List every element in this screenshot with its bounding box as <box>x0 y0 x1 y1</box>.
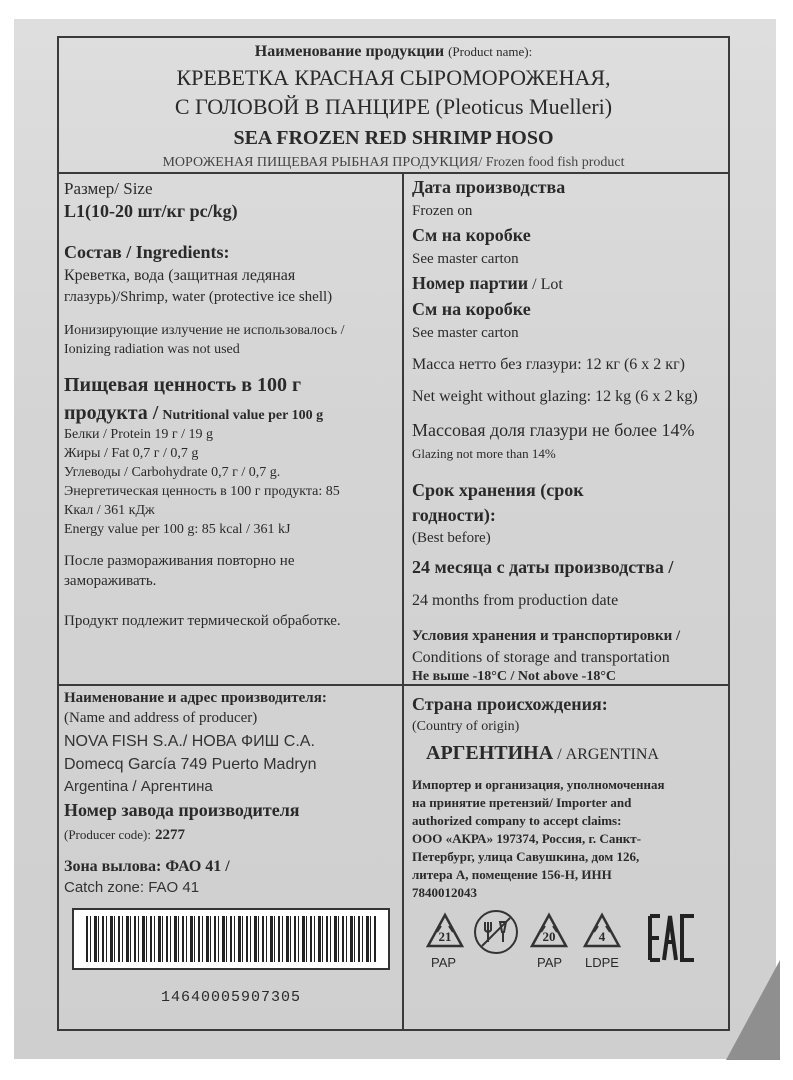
glazing-ru: Массовая доля глазури не более 14% <box>412 420 695 440</box>
see-box-2: См на коробке <box>412 299 531 319</box>
producer-address: Domecq García 749 Puerto Madryn <box>64 756 317 773</box>
ionizing-line1: Ионизирующие излучение не использовалось / <box>64 323 345 338</box>
eac-mark-icon <box>648 912 696 964</box>
ldpe-label: LDPE <box>585 955 619 970</box>
importer-line2: на принятие претензий/ Importer and <box>412 795 632 810</box>
pap-21-number: 21 <box>438 929 452 944</box>
product-title-en: SEA FROZEN RED SHRIMP HOSO <box>233 127 554 149</box>
shelf-life-ru: 24 месяца с даты производства / <box>412 557 674 577</box>
ionizing-line2: Ionizing radiation was not used <box>64 342 240 357</box>
nutrition-protein: Белки / Protein 19 г / 19 g <box>64 427 213 442</box>
refreeze-line2: замораживать. <box>64 573 157 589</box>
heat-treatment: Продукт подлежит термической обработке. <box>64 613 341 629</box>
prod-date-label: Дата производства <box>412 177 566 197</box>
pap-20-number: 20 <box>542 929 556 944</box>
ingredients-line2: глазурь)/Shrimp, water (protective ice shell) <box>64 289 333 305</box>
see-box-1: См на коробке <box>412 225 531 245</box>
size-value: L1(10-20 шт/кг pc/kg) <box>64 201 238 221</box>
energy-line1: Энергетическая ценность в 100 г продукта: 85 <box>64 484 340 499</box>
best-before-label: (Best before) <box>412 530 491 546</box>
ldpe-number: 4 <box>598 929 606 944</box>
header-divider <box>57 172 730 174</box>
origin-label-en: (Country of origin) <box>412 719 520 734</box>
storage-en: Conditions of storage and transportation <box>412 649 670 666</box>
nutrition-heading-line1: Пищевая ценность в 100 г <box>64 374 302 396</box>
nutrition-heading-line2: продукта / Nutritional value per 100 g <box>64 402 324 424</box>
shelf-life-line1: Срок хранения (срок <box>412 480 584 500</box>
product-category: МОРОЖЕНАЯ ПИЩЕВАЯ РЫБНАЯ ПРОДУКЦИЯ/ Frozen food fish product <box>162 155 625 170</box>
size-label: Размер/ Size <box>64 179 153 198</box>
importer-line4: ООО «АКРА» 197374, Россия, г. Санкт- <box>412 831 642 846</box>
importer-line3: authorized company to accept claims: <box>412 813 622 828</box>
producer-code: (Producer code): 2277 <box>64 827 185 843</box>
barcode <box>72 908 390 970</box>
energy-line3: Energy value per 100 g: 85 kcal / 361 kJ <box>64 522 291 537</box>
producer-label-ru: Наименование и адрес производителя: <box>64 690 327 706</box>
importer-line5: Петербург, улица Савушкина, дом 126, <box>412 849 640 864</box>
producer-country: Argentina / Аргентина <box>64 778 213 795</box>
column-divider <box>402 172 404 1031</box>
middle-divider <box>57 684 730 686</box>
product-name-label: Наименование продукции (Product name): <box>254 43 533 60</box>
nutrition-carbs: Углеводы / Carbohydrate 0,7 г / 0,7 g. <box>64 465 281 480</box>
nutrition-fat: Жиры / Fat 0,7 г / 0,7 g <box>64 446 199 461</box>
glazing-en: Glazing not more than 14% <box>412 446 556 461</box>
refreeze-line1: После размораживания повторно не <box>64 553 295 569</box>
energy-line2: Ккал / 361 кДж <box>64 503 155 518</box>
ingredients-label: Состав / Ingredients: <box>64 242 230 262</box>
storage-ru: Условия хранения и транспортировки / <box>412 628 681 644</box>
see-master-2: See master carton <box>412 325 519 341</box>
producer-label-en: (Name and address of producer) <box>64 710 258 726</box>
importer-line7: 7840012043 <box>412 885 477 900</box>
barcode-number: 14640005907305 <box>160 989 302 1006</box>
shelf-life-en: 24 months from production date <box>412 592 619 609</box>
importer-line6: литера А, помещение 156-Н, ИНН <box>412 867 612 882</box>
shelf-life-line2: годности): <box>412 505 496 525</box>
origin-label-ru: Страна происхождения: <box>412 694 608 714</box>
lot-label: Номер партии / Lot <box>412 273 563 293</box>
catch-zone-ru: Зона вылова: ФАО 41 / <box>64 858 230 875</box>
see-master-1: See master carton <box>412 251 519 267</box>
producer-name: NOVA FISH S.A./ НОВА ФИШ С.А. <box>64 733 315 750</box>
pap-20-label: PAP <box>537 955 563 970</box>
frozen-on-label: Frozen on <box>412 203 473 219</box>
plant-number-label: Номер завода производителя <box>64 800 300 820</box>
storage-temp: Не выше -18°C / Not above -18°C <box>412 669 617 684</box>
product-title-line2: С ГОЛОВОЙ В ПАНЦИРЕ (Pleoticus Muelleri) <box>174 94 613 119</box>
pap-21-label: PAP <box>431 955 457 970</box>
net-weight-ru: Масса нетто без глазури: 12 кг (6 х 2 кг) <box>412 356 685 373</box>
importer-line1: Импортер и организация, уполномоченная <box>412 777 665 792</box>
origin-country: АРГЕНТИНА / ARGENTINA <box>426 742 659 764</box>
net-weight-en: Net weight without glazing: 12 kg (6 x 2 kg) <box>412 388 698 405</box>
product-title-line1: КРЕВЕТКА КРАСНАЯ СЫРОМОРОЖЕНАЯ, <box>176 65 611 90</box>
ingredients-line1: Креветка, вода (защитная ледяная <box>64 267 296 284</box>
catch-zone-en: Catch zone: FAO 41 <box>64 879 200 896</box>
food-contact-icon <box>472 908 520 956</box>
